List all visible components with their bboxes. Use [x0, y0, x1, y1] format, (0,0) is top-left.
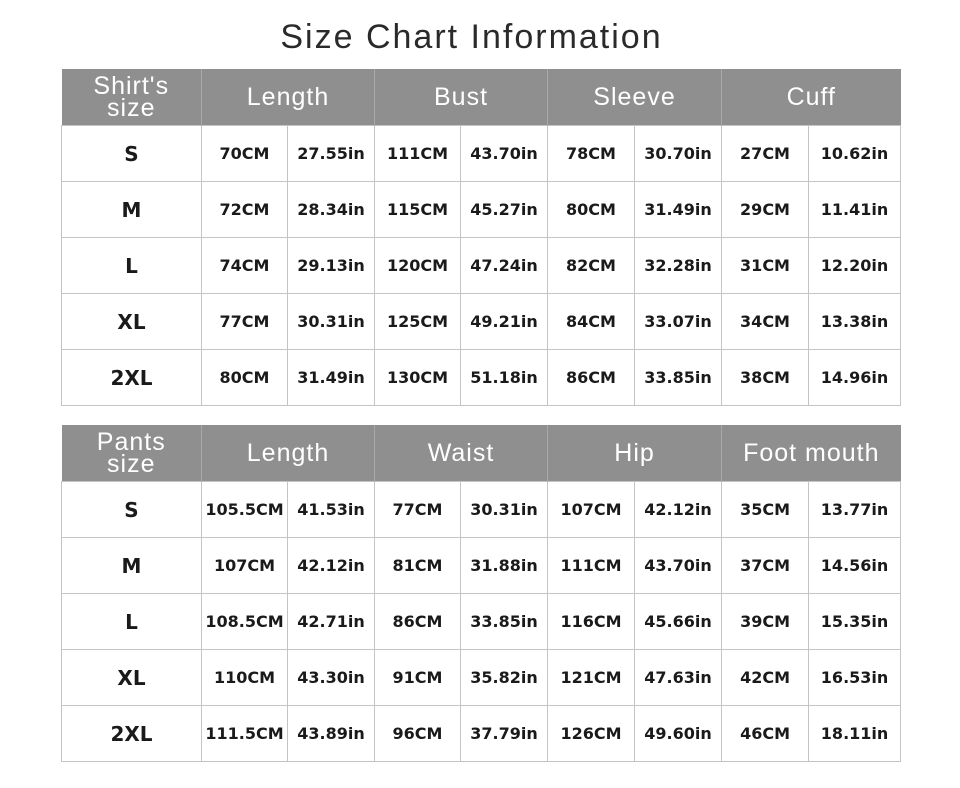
pants-size-table	[61, 425, 901, 762]
pants-row-xl	[62, 650, 901, 706]
pants-measurement-cell: 41.53in	[288, 482, 375, 538]
shirt-row-xl	[62, 294, 901, 350]
shirt-row-2xl	[62, 350, 901, 406]
shirt-row-m	[62, 182, 901, 238]
pants-measurement-cell: 31.88in	[461, 538, 548, 594]
pants-measurement-cell: 110CM	[202, 650, 288, 706]
pants-measurement-cell: 37CM	[722, 538, 809, 594]
pants-measurement-cell: 35.82in	[461, 650, 548, 706]
pants-measurement-cell: 81CM	[375, 538, 461, 594]
pants-measurement-cell: 91CM	[375, 650, 461, 706]
pants-measurement-cell: 30.31in	[461, 482, 548, 538]
shirt-measurement-cell: 111CM	[375, 126, 461, 182]
pants-measurement-cell: 42.12in	[635, 482, 722, 538]
pants-measurement-cell: 111CM	[548, 538, 635, 594]
pants-measurement-cell: 105.5CM	[202, 482, 288, 538]
shirt-measurement-cell: 34CM	[722, 294, 809, 350]
pants-row-2xl	[62, 706, 901, 762]
pants-header-hip: Hip	[548, 425, 722, 482]
pants-size-label: XL	[62, 650, 202, 706]
shirt-measurement-cell: 84CM	[548, 294, 635, 350]
shirt-size-label: XL	[62, 294, 202, 350]
shirt-measurement-cell: 33.07in	[635, 294, 722, 350]
shirt-measurement-cell: 80CM	[548, 182, 635, 238]
shirt-measurement-cell: 77CM	[202, 294, 288, 350]
shirt-measurement-cell: 31.49in	[288, 350, 375, 406]
pants-row-m	[62, 538, 901, 594]
pants-measurement-cell: 16.53in	[809, 650, 901, 706]
shirt-header-length: Length	[202, 69, 375, 126]
shirt-size-header-line2: size	[107, 94, 156, 122]
pants-measurement-cell: 116CM	[548, 594, 635, 650]
pants-measurement-cell: 107CM	[202, 538, 288, 594]
shirt-measurement-cell: 80CM	[202, 350, 288, 406]
pants-header-length: Length	[202, 425, 375, 482]
pants-measurement-cell: 14.56in	[809, 538, 901, 594]
shirt-measurement-cell: 70CM	[202, 126, 288, 182]
shirt-measurement-cell: 74CM	[202, 238, 288, 294]
pants-measurement-cell: 111.5CM	[202, 706, 288, 762]
pants-measurement-cell: 126CM	[548, 706, 635, 762]
pants-size-label: L	[62, 594, 202, 650]
shirt-measurement-cell: 130CM	[375, 350, 461, 406]
pants-size-header-line2: size	[107, 450, 156, 478]
shirt-row-s	[62, 126, 901, 182]
shirt-size-label: M	[62, 182, 202, 238]
pants-measurement-cell: 13.77in	[809, 482, 901, 538]
pants-measurement-cell: 43.30in	[288, 650, 375, 706]
pants-measurement-cell: 96CM	[375, 706, 461, 762]
shirt-size-label: L	[62, 238, 202, 294]
shirt-measurement-cell: 30.31in	[288, 294, 375, 350]
pants-measurement-cell: 108.5CM	[202, 594, 288, 650]
shirt-measurement-cell: 78CM	[548, 126, 635, 182]
shirt-measurement-cell: 31CM	[722, 238, 809, 294]
shirt-measurement-cell: 29CM	[722, 182, 809, 238]
pants-measurement-cell: 42CM	[722, 650, 809, 706]
pants-measurement-cell: 43.70in	[635, 538, 722, 594]
pants-measurement-cell: 18.11in	[809, 706, 901, 762]
pants-row-l	[62, 594, 901, 650]
shirt-measurement-cell: 47.24in	[461, 238, 548, 294]
pants-measurement-cell: 77CM	[375, 482, 461, 538]
pants-measurement-cell: 42.12in	[288, 538, 375, 594]
shirt-size-table	[61, 69, 901, 406]
shirt-size-header	[62, 69, 202, 126]
shirt-measurement-cell: 86CM	[548, 350, 635, 406]
shirt-measurement-cell: 28.34in	[288, 182, 375, 238]
pants-measurement-cell: 43.89in	[288, 706, 375, 762]
shirt-measurement-cell: 31.49in	[635, 182, 722, 238]
shirt-measurement-cell: 125CM	[375, 294, 461, 350]
pants-measurement-cell: 39CM	[722, 594, 809, 650]
shirt-measurement-cell: 120CM	[375, 238, 461, 294]
pants-measurement-cell: 47.63in	[635, 650, 722, 706]
shirt-measurement-cell: 14.96in	[809, 350, 901, 406]
pants-header-foot-mouth: Foot mouth	[722, 425, 901, 482]
shirt-measurement-cell: 43.70in	[461, 126, 548, 182]
shirt-measurement-cell: 12.20in	[809, 238, 901, 294]
pants-size-label: 2XL	[62, 706, 202, 762]
shirt-measurement-cell: 49.21in	[461, 294, 548, 350]
pants-size-header-line1: Pants	[96, 428, 166, 456]
shirt-measurement-cell: 13.38in	[809, 294, 901, 350]
shirt-measurement-cell: 27.55in	[288, 126, 375, 182]
shirt-measurement-cell: 29.13in	[288, 238, 375, 294]
shirt-measurement-cell: 33.85in	[635, 350, 722, 406]
pants-measurement-cell: 86CM	[375, 594, 461, 650]
shirt-header-sleeve: Sleeve	[548, 69, 722, 126]
pants-row-s	[62, 482, 901, 538]
pants-measurement-cell: 49.60in	[635, 706, 722, 762]
shirt-measurement-cell: 51.18in	[461, 350, 548, 406]
pants-size-label: M	[62, 538, 202, 594]
shirt-size-header-line1: Shirt's	[93, 72, 170, 100]
shirt-measurement-cell: 38CM	[722, 350, 809, 406]
shirt-header-row	[62, 69, 901, 126]
shirt-measurement-cell: 11.41in	[809, 182, 901, 238]
pants-measurement-cell: 35CM	[722, 482, 809, 538]
shirt-size-label: 2XL	[62, 350, 202, 406]
shirt-row-l	[62, 238, 901, 294]
pants-measurement-cell: 42.71in	[288, 594, 375, 650]
shirt-measurement-cell: 72CM	[202, 182, 288, 238]
pants-measurement-cell: 46CM	[722, 706, 809, 762]
shirt-measurement-cell: 82CM	[548, 238, 635, 294]
pants-header-waist: Waist	[375, 425, 548, 482]
pants-header-row	[62, 425, 901, 482]
pants-size-label: S	[62, 482, 202, 538]
pants-size-header	[62, 425, 202, 482]
shirt-header-cuff: Cuff	[722, 69, 901, 126]
shirt-header-bust: Bust	[375, 69, 548, 126]
pants-measurement-cell: 33.85in	[461, 594, 548, 650]
page-title: Size Chart Information	[280, 18, 663, 56]
pants-measurement-cell: 37.79in	[461, 706, 548, 762]
shirt-measurement-cell: 115CM	[375, 182, 461, 238]
pants-measurement-cell: 121CM	[548, 650, 635, 706]
shirt-measurement-cell: 45.27in	[461, 182, 548, 238]
shirt-measurement-cell: 30.70in	[635, 126, 722, 182]
pants-measurement-cell: 45.66in	[635, 594, 722, 650]
pants-measurement-cell: 107CM	[548, 482, 635, 538]
pants-measurement-cell: 15.35in	[809, 594, 901, 650]
shirt-measurement-cell: 32.28in	[635, 238, 722, 294]
shirt-measurement-cell: 27CM	[722, 126, 809, 182]
shirt-measurement-cell: 10.62in	[809, 126, 901, 182]
shirt-size-label: S	[62, 126, 202, 182]
